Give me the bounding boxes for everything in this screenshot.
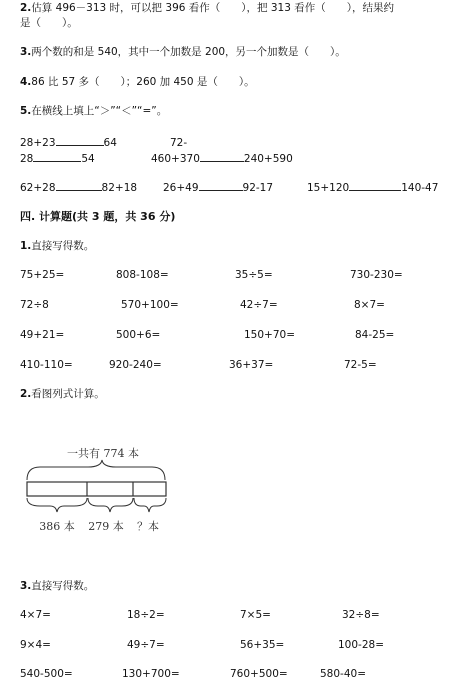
- problem-item: 808-108=: [116, 269, 169, 281]
- total-brace: [27, 460, 165, 480]
- compare-right: 82+18: [101, 182, 138, 194]
- problem-item: 72÷8: [20, 299, 49, 311]
- problem-item: 18÷2=: [127, 609, 165, 621]
- compare-right: 64: [103, 137, 117, 149]
- part1-label: 386 本: [39, 520, 75, 533]
- problem-item: 4×7=: [20, 609, 51, 621]
- diagram-total-label: 一共有 774 本: [67, 447, 139, 460]
- compare-left: 460+370: [151, 153, 200, 165]
- compare-left: 26+49: [163, 182, 199, 194]
- compare-left: 62+28: [20, 182, 56, 194]
- problem-item: 42÷7=: [240, 299, 278, 311]
- problem-item: 32÷8=: [342, 609, 380, 621]
- question-2-line2: 是（ ）。: [20, 17, 78, 29]
- problem-item: 580-40=: [320, 668, 366, 680]
- problem-item: 75+25=: [20, 269, 65, 281]
- calc-2-title: 看图列式计算。: [31, 388, 105, 400]
- question-4-text: 86 比 57 多（ ）；260 加 450 是（ ）。: [31, 76, 255, 88]
- calc-3-heading: [20, 579, 94, 593]
- compare-left: 28+23: [20, 137, 56, 149]
- problem-item: 500+6=: [116, 329, 161, 341]
- compare-left: 28: [20, 153, 34, 165]
- problem-item: 35÷5=: [235, 269, 273, 281]
- calc-1-title: 直接写得数。: [31, 240, 95, 252]
- question-number: 4.: [20, 76, 32, 88]
- problem-item: 730-230=: [350, 269, 403, 281]
- compare-right: 54: [81, 153, 95, 165]
- part1-brace: [27, 498, 87, 512]
- question-number: 2.: [20, 2, 32, 14]
- part2-label: 279 本: [88, 520, 124, 533]
- problem-item: 72-5=: [344, 359, 377, 371]
- problem-item: 570+100=: [121, 299, 179, 311]
- problem-item: 8×7=: [354, 299, 385, 311]
- section-title: 四. 计算题(共 3 题，共 36 分): [20, 210, 176, 223]
- compare-right: 240+590: [243, 153, 293, 165]
- compare-right: 140-47: [401, 182, 439, 194]
- problem-item: 56+35=: [240, 639, 285, 651]
- question-number: 3.: [20, 580, 32, 592]
- problem-item: 49÷7=: [127, 639, 165, 651]
- question-2-text: 估算 496－313 时，可以把 396 看作（ ），把 313 看作（ ），结果约: [31, 2, 394, 14]
- compare-left: 15+120: [307, 182, 350, 194]
- question-number: 2.: [20, 388, 32, 400]
- problem-item: 920-240=: [109, 359, 162, 371]
- problem-item: 540-500=: [20, 668, 73, 680]
- problem-item: 7×5=: [240, 609, 271, 621]
- calc-3-title: 直接写得数。: [31, 580, 95, 592]
- question-number: 3.: [20, 46, 32, 58]
- compare-right: 92-17: [242, 182, 274, 194]
- part3-label: ？本: [137, 520, 159, 533]
- problem-item: 150+70=: [244, 329, 295, 341]
- problem-item: 130+700=: [122, 668, 180, 680]
- compare-left: 72-: [170, 137, 188, 149]
- part3-brace: [134, 498, 166, 512]
- problem-item: 49+21=: [20, 329, 65, 341]
- question-3-text: 两个数的和是 540，其中一个加数是 200，另一个加数是（ ）。: [31, 46, 346, 58]
- part2-brace: [88, 498, 133, 512]
- problem-item: 36+37=: [229, 359, 274, 371]
- problem-item: 9×4=: [20, 639, 51, 651]
- question-5-text: 在横线上填上“＞”“＜”“=”。: [31, 105, 168, 117]
- problem-item: 760+500=: [230, 668, 288, 680]
- problem-item: 100-28=: [338, 639, 384, 651]
- question-number: 1.: [20, 240, 32, 252]
- segment-bar: [27, 482, 166, 496]
- problem-item: 410-110=: [20, 359, 73, 371]
- question-number: 5.: [20, 105, 32, 117]
- problem-item: 84-25=: [355, 329, 395, 341]
